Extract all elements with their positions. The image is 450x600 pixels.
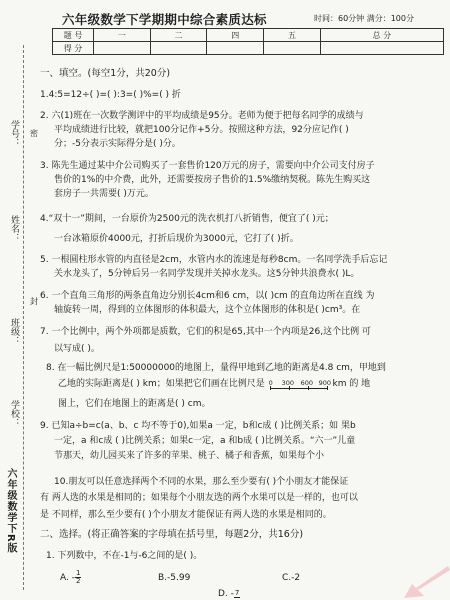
score-cell[interactable] bbox=[264, 42, 321, 55]
question-10-line-2: 有 两人选的水果是相同的；如果每个小朋友选的两个水果可以是一样的，也可以 bbox=[40, 493, 358, 503]
ruler-tick-label: 300 bbox=[281, 379, 295, 387]
question-6-line-1: 6. 一个直角三角形的两条直角边分别长4cm和6 cm，以( )cm 的直角边所在直线 为 bbox=[40, 291, 375, 301]
question-1: 1.4:5=12÷( )=( ):3=( )%=( ) 折 bbox=[40, 90, 181, 100]
binding-margin bbox=[0, 0, 38, 600]
question-9-line-1: 9. 已知a÷b=c(a、b、c 均不等于0),如果a 一定，b和c成 ( )比例关系；如 果b bbox=[40, 421, 356, 431]
question-8-line-2 bbox=[58, 378, 370, 390]
option-c: C.-2 bbox=[282, 573, 301, 583]
score-header-cell: 五 bbox=[264, 29, 321, 42]
question-8-text-b: km 的 地 bbox=[332, 379, 371, 389]
question-8-line-1: 8. 在一幅比例尺是1:50000000的地图上，量得甲地到乙地的距离是4.8 cm，甲地到 bbox=[46, 363, 386, 373]
score-row-label: 得 分 bbox=[53, 42, 94, 55]
question-10-line-3: 是 不同样，那么至少要有( )个小朋友才能保证有两人选的水果是相同的。 bbox=[40, 510, 332, 520]
ruler-tick-label: 600 bbox=[300, 379, 314, 387]
option-d-fraction bbox=[234, 590, 240, 598]
question-7-line-1: 7. 一个比例中，两个外项都是质数，它们的积是65,其中一个内项是26,这个比例 可 bbox=[40, 327, 371, 337]
question-8-line-3: 图上，它们在地图上的距离是( ) cm。 bbox=[58, 399, 211, 409]
section1-heading: 一、填空。(每空1分，共20分) bbox=[40, 68, 171, 79]
fraction-numerator: 1 bbox=[75, 569, 81, 577]
student-number-label: 学号： bbox=[9, 120, 19, 147]
class-label: 班级： bbox=[9, 318, 19, 345]
question-2-line-1: 2. 六(1)班在一次数学测评中的平均成绩是95分。老师为便于把每名同学的成绩与 bbox=[40, 111, 364, 121]
option-b: B.-5.99 bbox=[158, 573, 191, 583]
score-table-score-row bbox=[53, 42, 444, 55]
option-d bbox=[218, 588, 240, 600]
student-name-label: 姓名： bbox=[9, 215, 19, 242]
question-4-line-1: 4.“双十一”期间，一台原价为2500元的洗衣机打八折销售，便宜了( )元； bbox=[40, 214, 334, 224]
option-a-fraction bbox=[75, 570, 81, 585]
seal-mark-mi: 密 bbox=[30, 129, 38, 138]
exam-meta: 时间：60分钟 满分：100分 bbox=[314, 14, 414, 23]
question-9-line-2: 一定，a 和c成 ( )比例关系；如果c一定，a 和b成 ( )比例关系。“六一”儿童 bbox=[54, 436, 356, 446]
option-a bbox=[60, 570, 81, 585]
question-2-line-2: 平均成绩进行比较，就把100分记作+5分。按照这种方法，92分应记作( ) bbox=[54, 125, 349, 135]
score-cell[interactable] bbox=[94, 42, 151, 55]
exam-title: 六年级数学下学期期中综合素质达标 bbox=[62, 12, 267, 27]
question-3-line-2: 售价的1%的中介费，此外，还需要按房子售价的1.5%缴纳契税。陈先生购买这 bbox=[54, 175, 371, 185]
header bbox=[62, 10, 446, 28]
question-8-text-a: 乙地的实际距离是( ) km；如果把它们画在比例尺是 bbox=[58, 379, 265, 389]
question-3-line-3: 套房子一共需要( )万元。 bbox=[54, 189, 154, 199]
score-cell[interactable] bbox=[207, 42, 264, 55]
option-a-prefix: A. - bbox=[60, 573, 75, 583]
score-header-cell: 四 bbox=[207, 29, 264, 42]
question-5-line-2: 关水龙头了，5分钟后另一名同学发现并关掉水龙头。这5分钟共浪费水( )L。 bbox=[54, 269, 360, 279]
scale-ruler bbox=[268, 378, 332, 389]
score-cell[interactable] bbox=[150, 42, 207, 55]
score-table-header-row bbox=[53, 29, 444, 42]
option-d-prefix: D. - bbox=[218, 589, 234, 599]
question-5-line-1: 5. 一根圆柱形水管的内直径是2cm，水管内水的流速是每秒8cm。一名同学洗手后忘记 bbox=[40, 255, 388, 265]
grade-vertical-text: 六年级数学下R版 bbox=[5, 468, 16, 554]
question-6-line-2: 轴旋转一周，得到的立体图形的体积最大，这个立体图形的体积是( )cm³。在 bbox=[54, 305, 361, 315]
ruler-tick-label: 900 bbox=[318, 379, 332, 387]
fraction-numerator: 7 bbox=[234, 588, 240, 597]
question-3-line-1: 3. 陈先生通过某中介公司购买了一套售价120万元的房子，需要向中介公司支付房子 bbox=[40, 161, 375, 171]
mc-question-1: 1. 下列数中，不在-1与-6之间的是( )。 bbox=[46, 551, 203, 561]
question-4-line-2: 一台冰箱原价4000元，打折后现价为3000元，它打了( )折。 bbox=[54, 234, 299, 244]
question-10-line-1: 10.朋友可以任意选择两个不同的水果，那么至少要有( )个小朋友才能保证 bbox=[54, 477, 349, 487]
seal-line bbox=[23, 45, 24, 590]
corner-arrow-icon bbox=[390, 560, 450, 600]
question-2-line-3: 分；-5分表示实际得分是( )分。 bbox=[54, 139, 181, 149]
score-header-cell: 题 号 bbox=[53, 29, 94, 42]
question-9-line-3: 节那天，幼儿园买来了许多的苹果、桃子、橘子和香蕉，如果每个小 bbox=[54, 451, 325, 461]
seal-mark-feng: 封 bbox=[30, 297, 38, 306]
score-header-cell: 一 bbox=[94, 29, 151, 42]
question-7-line-2: 以写成( )。 bbox=[54, 344, 100, 354]
fraction-denominator: 2 bbox=[75, 577, 81, 585]
score-cell[interactable] bbox=[320, 42, 443, 55]
score-header-cell: 总 分 bbox=[320, 29, 443, 42]
score-header-cell: 二 bbox=[150, 29, 207, 42]
school-label: 学校： bbox=[9, 400, 19, 427]
ruler-tick-label: 0 bbox=[268, 379, 273, 387]
section2-heading: 二、选择。(将正确答案的字母填在括号里，每题2分，共16分) bbox=[40, 529, 304, 540]
score-table bbox=[52, 28, 444, 55]
